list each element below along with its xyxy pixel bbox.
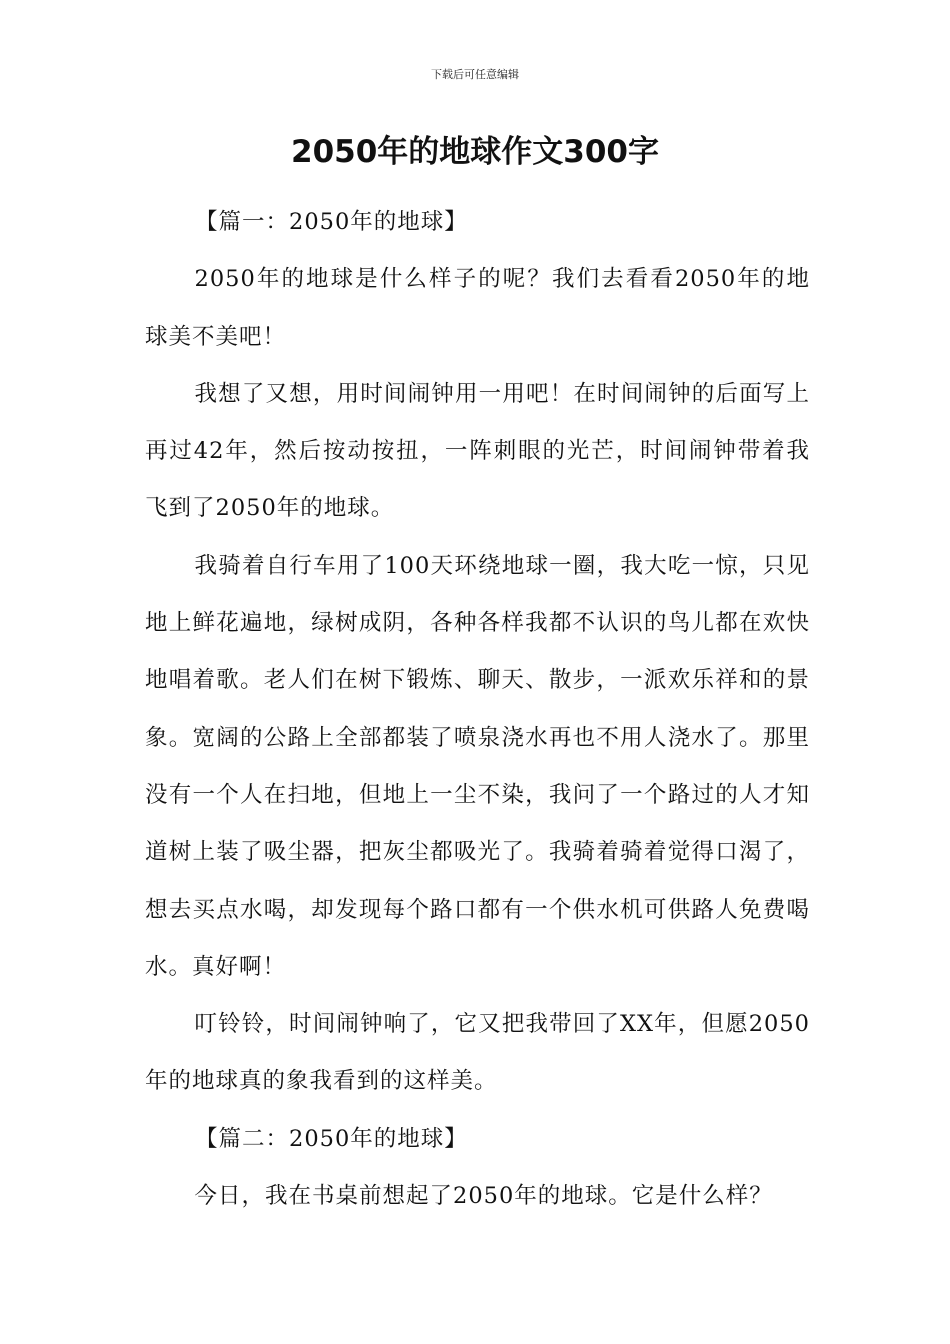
paragraph: 叮铃铃，时间闹钟响了，它又把我带回了XX年，但愿2050年的地球真的象我看到的这样美。 <box>145 1011 810 1095</box>
header-note: 下载后可任意编辑 <box>431 68 519 81</box>
paragraph: 2050年的地球是什么样子的呢？我们去看看2050年的地球美不美吧！ <box>145 266 810 350</box>
document-title: 2050年的地球作文300字 <box>291 134 659 170</box>
paragraph: 今日，我在书桌前想起了2050年的地球。它是什么样？ <box>194 1183 773 1210</box>
paragraph: 我想了又想，用时间闹钟用一用吧！在时间闹钟的后面写上再过42年，然后按动按扭，一阵刺眼的光芒，时间闹钟带着我飞到了2050年的地球。 <box>145 380 810 522</box>
section-heading: 【篇一：2050年的地球】 <box>195 209 468 235</box>
section-heading: 【篇二：2050年的地球】 <box>195 1125 468 1152</box>
document-body <box>145 194 810 1225</box>
paragraph: 我骑着自行车用了100天环绕地球一圈，我大吃一惊，只见地上鲜花遍地，绿树成阴，各种各样我都不认识的鸟儿都在欢快地唱着歌。老人们在树下锻炼、聊天、散步，一派欢乐祥和的景象。宽阔的公路上全部都装了喷泉浇水再也不用人浇水了。那里没有一个人在扫地，但地上一尘不染，我问了一个路过的人才知道树上装了吸尘器，把灰尘都吸光了。我骑着骑着觉得口渴了，想去买点水喝，却发现每个路口都有一个供水机可供路人免费喝水。真好啊！ <box>145 552 810 980</box>
